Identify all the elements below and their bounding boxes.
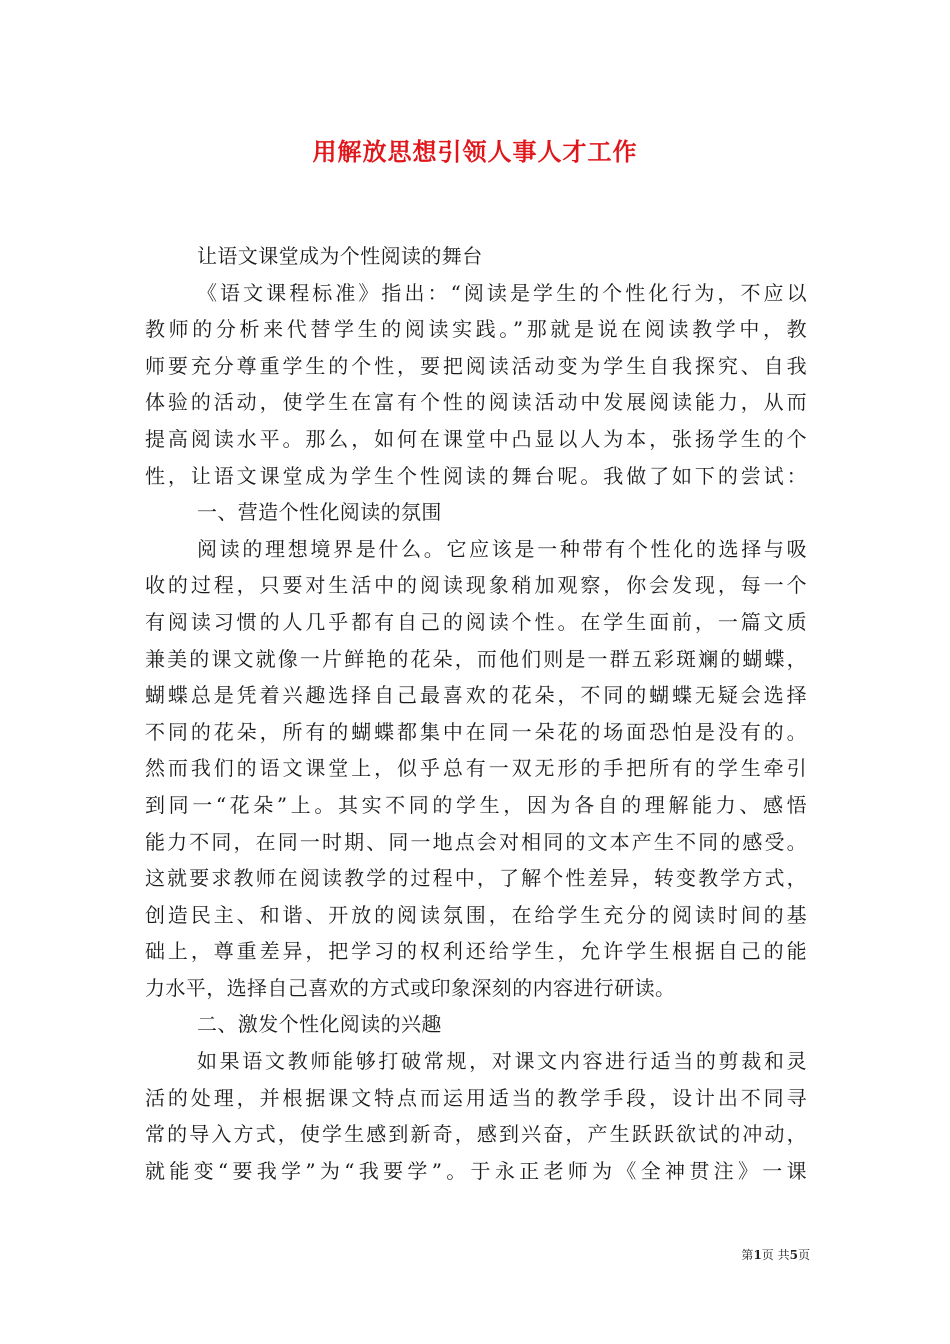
text-line: 如果语文教师能够打破常规，对课文内容进行适当的剪裁和灵 bbox=[197, 1049, 807, 1074]
document-title: 用解放思想引领人事人才工作 bbox=[312, 137, 638, 166]
text-line: 力水平，选择自己喜欢的方式或印象深刻的内容进行研读。 bbox=[145, 975, 676, 1000]
text-line: 兼美的课文就像一片鲜艳的花朵，而他们则是一群五彩斑斓的蝴蝶， bbox=[145, 646, 807, 671]
subtitle-line: 让语文课堂成为个性阅读的舞台 bbox=[197, 244, 483, 268]
text-line: 收的过程，只要对生活中的阅读现象稍加观察，你会发现，每一个 bbox=[145, 573, 807, 598]
text-line: 础上，尊重差异，把学习的权利还给学生，允许学生根据自己的能 bbox=[145, 939, 807, 964]
text-line: 教师的分析来代替学生的阅读实践。”那就是说在阅读教学中，教 bbox=[145, 317, 807, 342]
text-line: 然而我们的语文课堂上，似乎总有一双无形的手把所有的学生牵引 bbox=[145, 756, 807, 781]
text-line: 不同的花朵，所有的蝴蝶都集中在同一朵花的场面恐怕是没有的。 bbox=[145, 719, 807, 744]
footer-suffix: 页 bbox=[797, 1248, 810, 1262]
text-line: 就能变“要我学”为“我要学”。于永正老师为《全神贯注》一课 bbox=[145, 1158, 807, 1183]
text-line: 常的导入方式，使学生感到新奇，感到兴奋，产生跃跃欲试的冲动， bbox=[145, 1122, 807, 1147]
text-line: 阅读的理想境界是什么。它应该是一种带有个性化的选择与吸 bbox=[197, 536, 807, 561]
document-body bbox=[145, 238, 807, 1189]
text-line: 体验的活动，使学生在富有个性的阅读活动中发展阅读能力，从而 bbox=[145, 390, 807, 415]
section-heading: 一、营造个性化阅读的氛围 bbox=[197, 500, 442, 525]
text-line: 提高阅读水平。那么，如何在课堂中凸显以人为本，张扬学生的个 bbox=[145, 426, 807, 451]
text-line: 这就要求教师在阅读教学的过程中，了解个性差异，转变教学方式， bbox=[145, 866, 807, 891]
text-line: 有阅读习惯的人几乎都有自己的阅读个性。在学生面前，一篇文质 bbox=[145, 609, 807, 634]
text-line: 蝴蝶总是凭着兴趣选择自己最喜欢的花朵，不同的蝴蝶无疑会选择 bbox=[145, 683, 807, 708]
footer-middle: 页 共 bbox=[761, 1248, 790, 1262]
text-line: 到同一“花朵”上。其实不同的学生，因为各自的理解能力、感悟 bbox=[145, 792, 807, 817]
text-line: 创造民主、和谐、开放的阅读氛围，在给学生充分的阅读时间的基 bbox=[145, 902, 807, 927]
current-page-number: 1 bbox=[753, 1248, 762, 1262]
text-line: 活的处理，并根据课文特点而运用适当的教学手段，设计出不同寻 bbox=[145, 1085, 807, 1110]
text-line: 师要充分尊重学生的个性，要把阅读活动变为学生自我探究、自我 bbox=[145, 353, 807, 378]
text-line: 《语文课程标准》指出：“阅读是学生的个性化行为，不应以 bbox=[197, 280, 807, 305]
page-number-footer bbox=[700, 1246, 810, 1263]
text-line: 能力不同，在同一时期、同一地点会对相同的文本产生不同的感受。 bbox=[145, 829, 807, 854]
section-heading: 二、激发个性化阅读的兴趣 bbox=[197, 1012, 442, 1037]
text-line: 性，让语文课堂成为学生个性阅读的舞台呢。我做了如下的尝试： bbox=[145, 463, 807, 488]
total-pages-number: 5 bbox=[789, 1248, 798, 1262]
footer-prefix: 第 bbox=[741, 1248, 754, 1262]
